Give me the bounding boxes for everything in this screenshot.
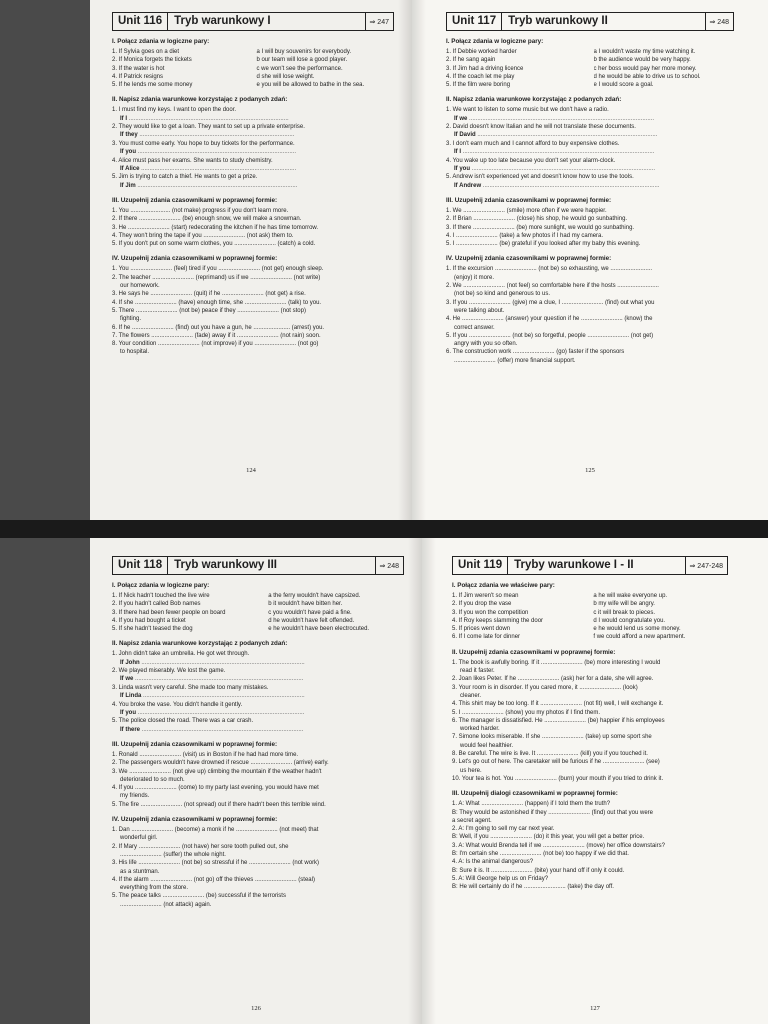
exercise-item: 4. You wake up too late because you don't set your alarm-clock. [446,157,616,164]
list-item: 3. If you won the competition [452,609,529,616]
list-item: 1. If Debbie worked harder [446,49,517,55]
list-item: 1. If Jim weren't so mean [452,593,519,599]
exercise-3-heading: III. Uzupełnij zdania czasownikami w poprawnej formie: [112,741,278,748]
list-item: b the audience would be very happy. [593,57,691,64]
list-item: 4. If you had bought a ticket [112,617,186,624]
exercise-item[interactable]: 4. If she ......................... (have) enough time, she ......................... (talk) to you. [112,299,322,306]
exercise-2-heading: II. Napisz zdania warunkowe korzystając z podanych zdań: [112,640,288,648]
page-gutter-shadow [412,0,426,520]
matching-exercise [452,592,728,642]
answer-line[interactable]: If Alice ............................................................................................. [120,165,297,172]
list-item: c you wouldn't have paid a fine. [268,609,352,616]
exercise-item[interactable]: 4. I ......................... (take) a few photos if I had my camera. [446,232,604,239]
exercise-item-continued: fighting. [120,316,142,323]
exercise-item[interactable]: 2. The passengers wouldn't have drowned if rescue ......................... (arrive) early. [112,760,329,767]
list-item: b our team will lose a good player. [256,57,348,64]
exercise-item[interactable]: 5. If you don't put on some warm clothes, you ......................... (catch) a cold. [112,241,316,248]
exercise-2-heading: II. Napisz zdania warunkowe korzystając z podanych zdań: [112,96,288,104]
list-item: 3. If Jim had a driving licence [446,65,524,72]
list-item: 5. If prices went down [452,626,511,633]
list-item: e he would lend us some money. [593,626,681,633]
list-item: 3. If the water is hot [112,65,165,72]
dialogue-line[interactable]: B: He will certainly do if he ......................... (take) the day off. [452,884,614,891]
exercise-item-continued: deteriorated to so much. [120,776,185,783]
answer-line[interactable]: If I ................................................................................................................... [454,149,655,156]
exercise-item[interactable]: 4. This shirt may be too long. If it ......................... (not fit) well, I will exchange it. [452,701,664,708]
rewrite-exercise [112,650,404,734]
list-item: e you will be allowed to bathe in the sea. [256,82,365,89]
rewrite-exercise [446,106,734,190]
exercise-item-continued: were talking about. [454,307,505,314]
exercise-item[interactable]: 3. Your room is in disorder. If you cared more, it ......................... (look) [452,684,638,691]
list-item: a the ferry wouldn't have capsized. [268,593,361,599]
unit-title: Tryb warunkowy I [174,15,271,27]
exercise-4-heading: IV. Uzupełnij zdania czasownikami w poprawnej formie: [112,816,278,824]
unit-title: Tryb warunkowy III [174,559,277,571]
unit-title: Tryby warunkowe I - II [514,559,634,571]
page-unit-119 [422,538,768,1024]
answer-line[interactable]: If there ................................................................................................. [120,726,304,733]
exercise-4-heading: IV. Uzupełnij zdania czasownikami w poprawnej formie: [446,255,612,263]
list-item: 5. If the film were boring [446,82,511,89]
exercise-item-continued: as a stuntman. [120,868,160,875]
exercise-3-heading: III. Uzupełnij zdania czasownikami w poprawnej formie: [446,197,612,204]
unit-header [112,556,404,575]
exercise-4-heading: IV. Uzupełnij zdania czasownikami w poprawnej formie: [112,255,278,263]
matching-exercise [446,48,734,89]
list-item: a I will buy souvenirs for everybody. [256,49,352,55]
exercise-1-heading: I. Połącz zdania we właściwe pary: [452,582,555,589]
exercise-item-continued: wonderful girl. [120,835,158,842]
exercise-item[interactable]: 3. If you ......................... (give) me a clue, I ......................... (find) out what you [446,299,655,306]
exercise-2-heading: II. Napisz zdania warunkowe korzystając z podanych zdań: [446,96,622,104]
exercise-item[interactable]: 6. The manager is dissatisfied. He ......................... (be) happier if his employees [452,717,665,724]
list-item: e I would score a goal. [593,82,654,89]
exercise-item[interactable]: 1. If the excursion ......................... (not be) so exhausting, we ......................... [446,266,653,273]
exercise-item[interactable]: 3. He ......................... (start) redecorating the kitchen if he has time tomorrow. [112,224,319,231]
answer-line[interactable]: If you .............................................................................................................. [454,165,656,172]
list-item: d he wouldn't have felt offended. [268,617,355,624]
exercise-item: 2. We played miserably. We lost the game. [112,668,226,675]
exercise-item[interactable]: 1. You ......................... (feel) tired if you ......................... (not get) enough sleep. [112,266,324,273]
list-item: 1. If Nick hadn't touched the live wire [112,593,210,599]
list-item: a he will wake everyone up. [593,593,668,599]
exercise-item-continued: cleaner. [460,692,482,699]
exercise-item-continued: (not be) so kind and generous to us. [454,291,551,298]
exercise-item[interactable]: 3. He says he ......................... (quit) if he ......................... (not get) a rise. [112,291,306,298]
answer-line[interactable]: If Linda ................................................................................................. [120,693,305,700]
exercise-item-continued: read it faster. [460,668,495,675]
exercise-item[interactable]: 4. If the alarm ......................... (not go) off the thieves ......................... (steal) [112,876,315,883]
page-number: 125 [585,467,595,474]
page-unit-117 [412,0,768,520]
dialogue-exercise [452,800,728,891]
exercise-item-continued: our homework. [120,283,160,290]
exercise-2-heading: II. Uzupełnij zdania czasownikami w poprawnej formie: [452,648,616,656]
page-unit-116 [90,0,412,520]
exercise-item: 3. You must come early. You hope to buy tickets for the performance. [112,140,295,147]
reference-link[interactable]: ⇒ 248 [705,13,734,30]
answer-line[interactable]: If I ................................................................................................ [120,115,289,122]
exercise-item-continued: us here. [460,767,482,774]
exercise-item-continued: to hospital. [120,349,150,356]
list-item: 4. If the coach let me play [446,73,515,80]
exercise-item[interactable]: 8. Be careful. The wire is live. It ......................... (kill) you if you touched it. [452,751,648,758]
unit-number: Unit 117 [447,13,502,30]
exercise-item: 4. You broke the vase. You didn't handle it gently. [112,701,243,708]
page-number: 126 [251,1005,261,1012]
exercise-item[interactable]: 5. I ......................... (show) you my photos if I find them. [452,709,601,716]
exercise-1-heading: I. Połącz zdania w logiczne pary: [446,38,544,45]
matching-exercise [112,592,404,633]
exercise-item-continued[interactable]: ......................... (offer) more financial support. [454,357,576,364]
exercise-1-heading: I. Połącz zdania w logiczne pary: [112,582,210,589]
list-item: 2. If he sang again [446,57,496,64]
matching-exercise [112,48,394,89]
dialogue-line: 5. A: Will George help us on Friday? [452,875,549,882]
exercise-item[interactable]: 2. The teacher ......................... (reprimand) us if we ......................... (not write) [112,274,321,281]
exercise-item[interactable]: 1. The book is awfully boring. If it ......................... (be) more interesting I would [452,659,661,666]
dialogue-line[interactable]: B: I'm certain she ......................... (not be) too happy if we did that. [452,851,629,858]
scan-gap [0,520,768,538]
exercise-item: 5. The police closed the road. There was a car crash. [112,718,254,725]
exercise-3-heading: III. Uzupełnij dialogi czasownikami w poprawnej formie: [452,790,618,798]
fill-in-exercise [112,265,394,356]
exercise-item-continued: worked harder. [460,726,500,733]
exercise-item[interactable]: 6. If he ......................... (find) out you have a gun, he ...................... (arrest) you. [112,324,325,331]
rewrite-exercise [112,106,394,190]
reference-link[interactable]: ⇒ 247-248 [685,557,728,574]
exercise-item: 2. They would like to get a loan. They want to set up a private enterprise. [112,124,305,131]
unit-header [446,12,734,31]
dialogue-line[interactable]: B: They would be astonished if they ......................... (find) out that you were [452,809,653,816]
exercise-item[interactable]: 6. The construction work ......................... (go) faster if the sponsors [446,349,625,356]
exercise-item-continued: would feel healthier. [460,742,514,749]
background-edge [0,0,90,1024]
exercise-item[interactable]: 5. The peace talks ......................... (be) successful if the terrorists [112,893,286,900]
page-gutter-shadow [398,0,412,520]
exercise-item[interactable]: 5. If you ......................... (not be) so forgetful, people ......................... (not get) [446,332,654,339]
exercise-item[interactable]: 3. We ......................... (not give up) climbing the mountain if the weather hadn't [112,768,322,775]
page-number: 127 [590,1005,600,1012]
dialogue-line[interactable]: 1. A: What ......................... (happen) if I told them the truth? [452,801,611,808]
exercise-item[interactable]: 1. We ......................... (smile) more often if we were happier. [446,208,607,214]
fill-in-exercise [446,207,734,248]
list-item: 5. If she hadn't teased the dog [112,626,193,633]
exercise-item: 3. Linda wasn't very careful. She made too many mistakes. [112,684,269,691]
reference-link[interactable]: ⇒ 248 [375,557,404,574]
dialogue-line: 4. A: Is the animal dangerous? [452,859,534,866]
unit-number: Unit 116 [113,13,168,30]
answer-line[interactable]: If they ............................................................................................. [120,132,295,139]
list-item: a I wouldn't waste my time watching it. [593,49,696,55]
list-item: b it wouldn't have bitten her. [268,601,343,608]
unit-header [452,556,728,575]
list-item: 4. If Roy keeps slamming the door [452,617,544,624]
exercise-item[interactable]: 10. Your tea is hot. You ......................... (burn) your mouth if you tried to drink it. [452,775,664,782]
exercise-item: 1. We want to listen to some music but we don't have a radio. [446,107,609,114]
exercise-item-continued: correct answer. [454,324,495,331]
exercise-1-heading: I. Połącz zdania w logiczne pary: [112,38,210,45]
reference-link[interactable]: ⇒ 247 [365,13,394,30]
exercise-item[interactable]: 3. If there ......................... (be) more sunlight, we would go sunbathing. [446,224,635,231]
unit-header [112,12,394,31]
fill-in-exercise [112,751,404,809]
fill-in-exercise [446,265,734,365]
exercise-item: 3. I don't earn much and I cannot afford to buy expensive clothes. [446,140,620,147]
exercise-item[interactable]: 1. Dan ......................... (become) a monk if he ......................... (not meet) that [112,827,319,834]
list-item: d he would be able to drive us to school. [593,73,701,80]
page-number: 124 [246,467,256,474]
exercise-item[interactable]: 2. If Brian ......................... (close) his shop, he would go sunbathing. [446,216,628,223]
exercise-item[interactable]: 2. If there ......................... (be) enough snow, we will make a snowman. [112,216,302,223]
list-item: c we won't see the performance. [256,65,343,72]
list-item: 1. If Sylvia goes on a diet [112,49,180,55]
list-item: 5. If he lends me some money [112,82,193,89]
exercise-item-continued[interactable]: ......................... (suffer) the whole night. [120,851,226,858]
fill-in-exercise [112,207,394,248]
answer-line[interactable]: If Jim ................................................................................................ [120,182,298,189]
page-unit-118 [90,538,422,1024]
exercise-item: 4. Alice must pass her exams. She wants to study chemistry. [112,157,273,164]
exercise-item[interactable]: 1. Ronald ......................... (visit) us in Boston if he had had more time. [112,752,299,758]
list-item: c it will break to pieces. [593,609,656,616]
exercise-item[interactable]: 2. We ......................... (not feel) so comfortable here if the hosts ......................... [446,283,659,290]
answer-line[interactable]: If David ............................................................................................................ [454,132,658,139]
page-gutter-shadow [422,538,436,1024]
exercise-item[interactable]: 8. Your condition ......................... (not improve) if you ......................... (not go) [112,341,319,348]
exercise-item[interactable]: 4. If you ......................... (come) to my party last evening, you would have met [112,785,319,792]
list-item: 2. If Monica forgets the tickets [112,57,192,64]
exercise-item-continued: everything from the store. [120,885,189,892]
exercise-item: 1. I must find my keys. I want to open the door. [112,107,237,114]
exercise-item[interactable]: 2. If Mary ......................... (not have) her sore tooth pulled out, she [112,843,289,850]
fill-in-exercise [452,659,728,783]
answer-line[interactable]: If we ..................................................................................................... [120,676,304,683]
exercise-item[interactable]: 7. Simone looks miserable. If she ......................... (take) up some sport she [452,734,652,741]
exercise-item: 5. Andrew isn't experienced yet and doesn't know how to use the tools. [446,174,634,181]
list-item: f we could afford a new apartment. [593,634,686,641]
exercise-item[interactable]: 7. The flowers ......................... (fade) away if it ......................... (not rain) soon. [112,332,321,339]
list-item: 4. If Patrick resigns [112,73,164,80]
answer-line[interactable]: If John .................................................................................................. [120,659,305,666]
exercise-item-continued[interactable]: ......................... (not attack) again. [120,901,212,908]
exercise-item: 2. David doesn't know Italian and he will not translate these documents. [446,124,636,131]
dialogue-line: a secret agent. [452,817,492,824]
dialogue-line[interactable]: B: Well, if you ......................... (do) it this year, you will get a better price. [452,834,645,841]
list-item: c her boss would pay her more money. [593,65,697,72]
answer-line[interactable]: If you ............................................................................................... [120,149,297,156]
answer-line[interactable]: If you .................................................................................................... [120,709,305,716]
exercise-item-continued: angry with you so often. [454,341,518,348]
exercise-item[interactable]: 1. You ........................ (not make) progress if you don't learn more. [112,208,289,214]
dialogue-line: 2. A: I'm going to sell my car next year. [452,826,555,833]
list-item: e he wouldn't have been electrocuted. [268,626,370,633]
unit-number: Unit 119 [453,557,508,574]
exercise-item[interactable]: 2. Joan likes Peter. If he ......................... (ask) her for a date, she will agree. [452,676,654,683]
list-item: 2. If you drop the vase [452,601,512,608]
dialogue-line[interactable]: B: Sure it is. It ......................... (bite) your hand off if only it could. [452,867,625,874]
unit-title: Tryb warunkowy II [508,15,608,27]
exercise-item-continued: (enjoy) it more. [454,274,495,281]
answer-line[interactable]: If Andrew .......................................................................................................... [454,182,660,189]
fill-in-exercise [112,826,404,909]
exercise-item: 1. John didn't take an umbrella. He got wet through. [112,651,250,658]
unit-number: Unit 118 [113,557,168,574]
list-item: 3. If there had been fewer people on board [112,609,226,616]
list-item: d I would congratulate you. [593,617,666,624]
exercise-item-continued: my friends. [120,793,150,800]
list-item: 2. If you hadn't called Bob names [112,601,201,608]
page-gutter-shadow [408,538,422,1024]
exercise-item[interactable]: 9. Let's go out of here. The caretaker will be furious if he ......................... (see) [452,759,660,766]
list-item: b my wife will be angry. [593,601,655,608]
exercise-item: 5. Jim is trying to catch a thief. He wants to get a prize. [112,174,258,181]
list-item: 6. If I come late for dinner [452,634,521,641]
exercise-item[interactable]: 5. There ......................... (not be) peace if they ......................... (not stop) [112,307,306,314]
dialogue-line[interactable]: 3. A: What would Brenda tell if we ......................... (move) her office downstairs? [452,842,665,849]
list-item: d she will lose weight. [256,73,315,80]
exercise-item[interactable]: 4. He ......................... (answer) your question if he ......................... (know) the [446,316,653,323]
answer-line[interactable]: If we ............................................................................................................... [454,115,655,122]
exercise-item[interactable]: 5. The fire ......................... (not spread) out if there hadn't been this terrible wind. [112,801,326,808]
exercise-3-heading: III. Uzupełnij zdania czasownikami w poprawnej formie: [112,197,278,204]
exercise-item[interactable]: 3. His life ......................... (not be) so stressful if he ......................... (not work) [112,860,320,867]
exercise-item[interactable]: 4. They won't bring the tape if you ......................... (not ask) them to. [112,232,294,239]
exercise-item[interactable]: 5. I ......................... (be) grateful if you looked after my baby this evening. [446,241,641,248]
